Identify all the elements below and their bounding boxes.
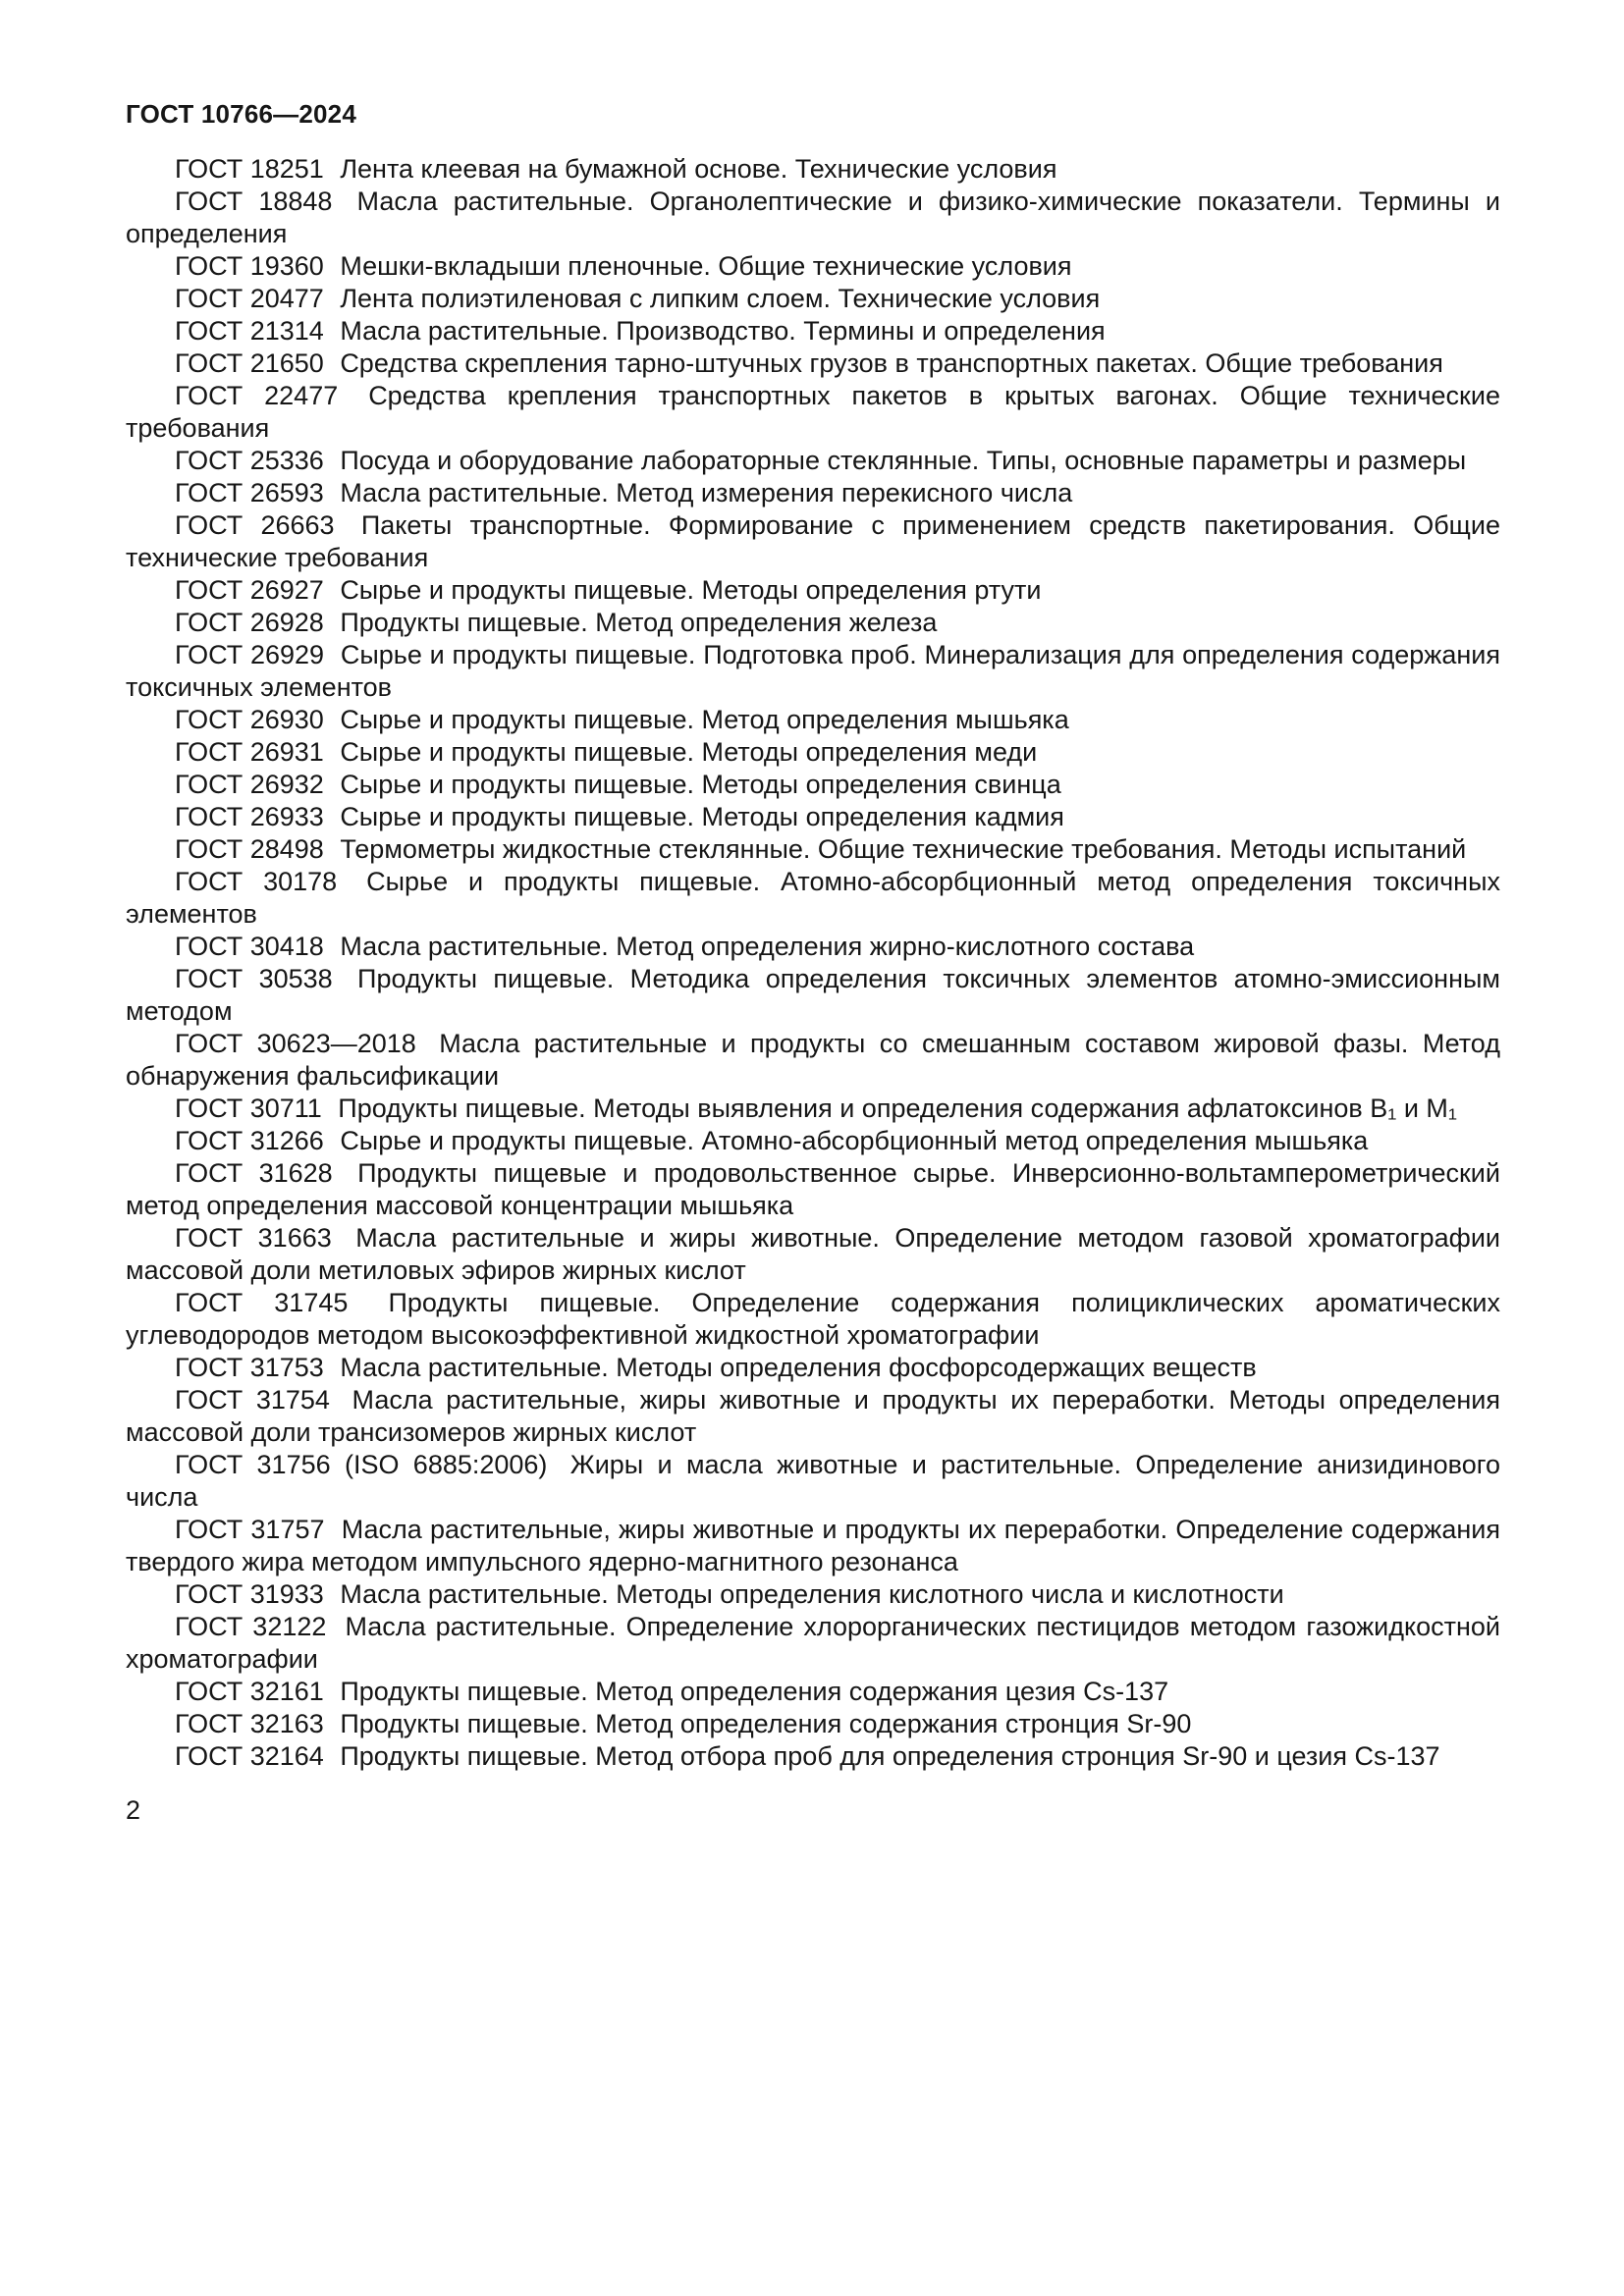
reference-item <box>126 445 1500 477</box>
reference-title: Масла растительные. Методы определения фосфорсодержащих веществ <box>340 1353 1257 1382</box>
reference-code: ГОСТ 25336 <box>175 446 324 475</box>
reference-item <box>126 1384 1500 1449</box>
reference-code: ГОСТ 28498 <box>175 834 324 864</box>
reference-item <box>126 1125 1500 1157</box>
reference-item <box>126 1611 1500 1676</box>
reference-item <box>126 1449 1500 1514</box>
reference-title: Сырье и продукты пищевые. Атомно-абсорбционный метод определения токсичных элементов <box>126 867 1500 929</box>
reference-code: ГОСТ 31933 <box>175 1579 324 1609</box>
document-header: ГОСТ 10766—2024 <box>126 99 356 129</box>
reference-title: Масла растительные. Методы определения кислотного числа и кислотности <box>340 1579 1284 1609</box>
reference-code: ГОСТ 31754 <box>175 1385 330 1415</box>
reference-item <box>126 1093 1500 1125</box>
reference-title: Мешки-вкладыши пленочные. Общие технические условия <box>340 251 1072 281</box>
reference-item <box>126 153 1500 186</box>
reference-item <box>126 1352 1500 1384</box>
reference-title: Сырье и продукты пищевые. Методы определения кадмия <box>340 802 1064 831</box>
reference-code: ГОСТ 32161 <box>175 1677 324 1706</box>
reference-code: ГОСТ 26931 <box>175 737 324 767</box>
reference-title: Продукты пищевые. Определение содержания полициклических ароматических углеводородов методом высокоэффективной жидкостной хроматографии <box>126 1288 1500 1350</box>
reference-item <box>126 801 1500 833</box>
reference-code: ГОСТ 30538 <box>175 964 333 993</box>
reference-code: ГОСТ 26663 <box>175 510 335 540</box>
references-list <box>126 153 1500 1773</box>
reference-item <box>126 315 1500 347</box>
reference-title: Сырье и продукты пищевые. Методы определения свинца <box>340 770 1061 799</box>
reference-code: ГОСТ 32164 <box>175 1741 324 1771</box>
reference-code: ГОСТ 26930 <box>175 705 324 734</box>
reference-code: ГОСТ 31745 <box>175 1288 349 1317</box>
reference-title: Продукты пищевые. Метод определения содержания цезия Cs-137 <box>340 1677 1169 1706</box>
reference-code: ГОСТ 30623—2018 <box>175 1029 416 1058</box>
reference-item <box>126 283 1500 315</box>
reference-title: Масла растительные. Определение хлорорганических пестицидов методом газожидкостной хроматографии <box>126 1612 1500 1674</box>
reference-item <box>126 1028 1500 1093</box>
reference-title: Масла растительные и жиры животные. Определение методом газовой хроматографии массовой доли метиловых эфиров жирных кислот <box>126 1223 1500 1285</box>
reference-code: ГОСТ 19360 <box>175 251 324 281</box>
reference-title: Масла растительные. Производство. Термины и определения <box>340 316 1106 346</box>
reference-item <box>126 639 1500 704</box>
reference-code: ГОСТ 31756 (ISO 6885:2006) <box>175 1450 548 1479</box>
reference-code: ГОСТ 31266 <box>175 1126 324 1155</box>
reference-item <box>126 1514 1500 1578</box>
reference-title: Лента полиэтиленовая с липким слоем. Технические условия <box>340 284 1101 313</box>
page-number: 2 <box>126 1795 141 1825</box>
reference-title: Средства крепления транспортных пакетов в крытых вагонах. Общие технические требования <box>126 381 1500 443</box>
reference-code: ГОСТ 26933 <box>175 802 324 831</box>
reference-title: Масла растительные, жиры животные и продукты их переработки. Определение содержания твердого жира методом импульсного ядерно-магнитного резонанса <box>126 1515 1500 1576</box>
reference-item <box>126 931 1500 963</box>
reference-title: Продукты пищевые. Методика определения токсичных элементов атомно-эмиссионным методом <box>126 964 1500 1026</box>
reference-item <box>126 866 1500 931</box>
reference-item <box>126 607 1500 639</box>
reference-item <box>126 477 1500 509</box>
reference-title: Масла растительные и продукты со смешанным составом жировой фазы. Метод обнаружения фальсификации <box>126 1029 1500 1091</box>
reference-code: ГОСТ 31757 <box>175 1515 325 1544</box>
reference-item <box>126 250 1500 283</box>
reference-code: ГОСТ 26928 <box>175 608 324 637</box>
reference-item <box>126 963 1500 1028</box>
reference-item <box>126 1708 1500 1740</box>
reference-item <box>126 1157 1500 1222</box>
reference-code: ГОСТ 18251 <box>175 154 324 184</box>
reference-code: ГОСТ 22477 <box>175 381 339 410</box>
reference-item <box>126 347 1500 380</box>
reference-item <box>126 1740 1500 1773</box>
reference-title: Лента клеевая на бумажной основе. Технические условия <box>340 154 1057 184</box>
reference-title: Продукты пищевые. Метод определения содержания стронция Sr-90 <box>340 1709 1192 1738</box>
reference-title: Масла растительные, жиры животные и продукты их переработки. Методы определения массовой доли трансизомеров жирных кислот <box>126 1385 1500 1447</box>
reference-title: Средства скрепления тарно-штучных грузов в транспортных пакетах. Общие требования <box>340 348 1443 378</box>
reference-item <box>126 704 1500 736</box>
reference-title: Термометры жидкостные стеклянные. Общие технические требования. Методы испытаний <box>340 834 1467 864</box>
reference-title: Сырье и продукты пищевые. Методы определения меди <box>340 737 1038 767</box>
reference-item <box>126 769 1500 801</box>
reference-code: ГОСТ 30711 <box>175 1094 322 1123</box>
reference-item <box>126 1222 1500 1287</box>
reference-code: ГОСТ 30178 <box>175 867 338 896</box>
reference-code: ГОСТ 26932 <box>175 770 324 799</box>
reference-code: ГОСТ 21650 <box>175 348 324 378</box>
reference-item <box>126 1578 1500 1611</box>
reference-code: ГОСТ 26929 <box>175 640 325 669</box>
reference-item <box>126 380 1500 445</box>
reference-title: Сырье и продукты пищевые. Методы определения ртути <box>340 575 1042 605</box>
reference-title: Продукты пищевые. Методы выявления и определения содержания афлатоксинов В₁ и М₁ <box>338 1094 1458 1123</box>
reference-title: Сырье и продукты пищевые. Атомно-абсорбционный метод определения мышьяка <box>340 1126 1369 1155</box>
reference-code: ГОСТ 21314 <box>175 316 324 346</box>
reference-item <box>126 736 1500 769</box>
reference-code: ГОСТ 31663 <box>175 1223 332 1253</box>
reference-title: Продукты пищевые. Метод определения железа <box>340 608 938 637</box>
reference-code: ГОСТ 30418 <box>175 932 324 961</box>
reference-code: ГОСТ 31628 <box>175 1158 333 1188</box>
reference-item <box>126 1676 1500 1708</box>
reference-code: ГОСТ 20477 <box>175 284 324 313</box>
reference-title: Сырье и продукты пищевые. Подготовка проб. Минерализация для определения содержания токсичных элементов <box>126 640 1500 702</box>
reference-title: Продукты пищевые. Метод отбора проб для определения стронция Sr-90 и цезия Cs-137 <box>340 1741 1440 1771</box>
reference-code: ГОСТ 18848 <box>175 187 333 216</box>
reference-item <box>126 1287 1500 1352</box>
reference-code: ГОСТ 26927 <box>175 575 324 605</box>
reference-item <box>126 509 1500 574</box>
reference-code: ГОСТ 26593 <box>175 478 324 507</box>
reference-title: Жиры и масла животные и растительные. Определение анизидинового числа <box>126 1450 1500 1512</box>
reference-title: Посуда и оборудование лабораторные стеклянные. Типы, основные параметры и размеры <box>340 446 1467 475</box>
reference-item <box>126 186 1500 250</box>
reference-item <box>126 574 1500 607</box>
reference-code: ГОСТ 32122 <box>175 1612 327 1641</box>
reference-item <box>126 833 1500 866</box>
reference-title: Сырье и продукты пищевые. Метод определения мышьяка <box>340 705 1069 734</box>
reference-title: Масла растительные. Метод определения жирно-кислотного состава <box>340 932 1195 961</box>
reference-code: ГОСТ 31753 <box>175 1353 324 1382</box>
reference-title: Масла растительные. Метод измерения перекисного числа <box>340 478 1073 507</box>
reference-title: Продукты пищевые и продовольственное сырье. Инверсионно-вольтамперометрический метод определения массовой концентрации мышьяка <box>126 1158 1500 1220</box>
reference-title: Пакеты транспортные. Формирование с применением средств пакетирования. Общие технические требования <box>126 510 1500 572</box>
reference-code: ГОСТ 32163 <box>175 1709 324 1738</box>
reference-title: Масла растительные. Органолептические и физико-химические показатели. Термины и определения <box>126 187 1500 248</box>
